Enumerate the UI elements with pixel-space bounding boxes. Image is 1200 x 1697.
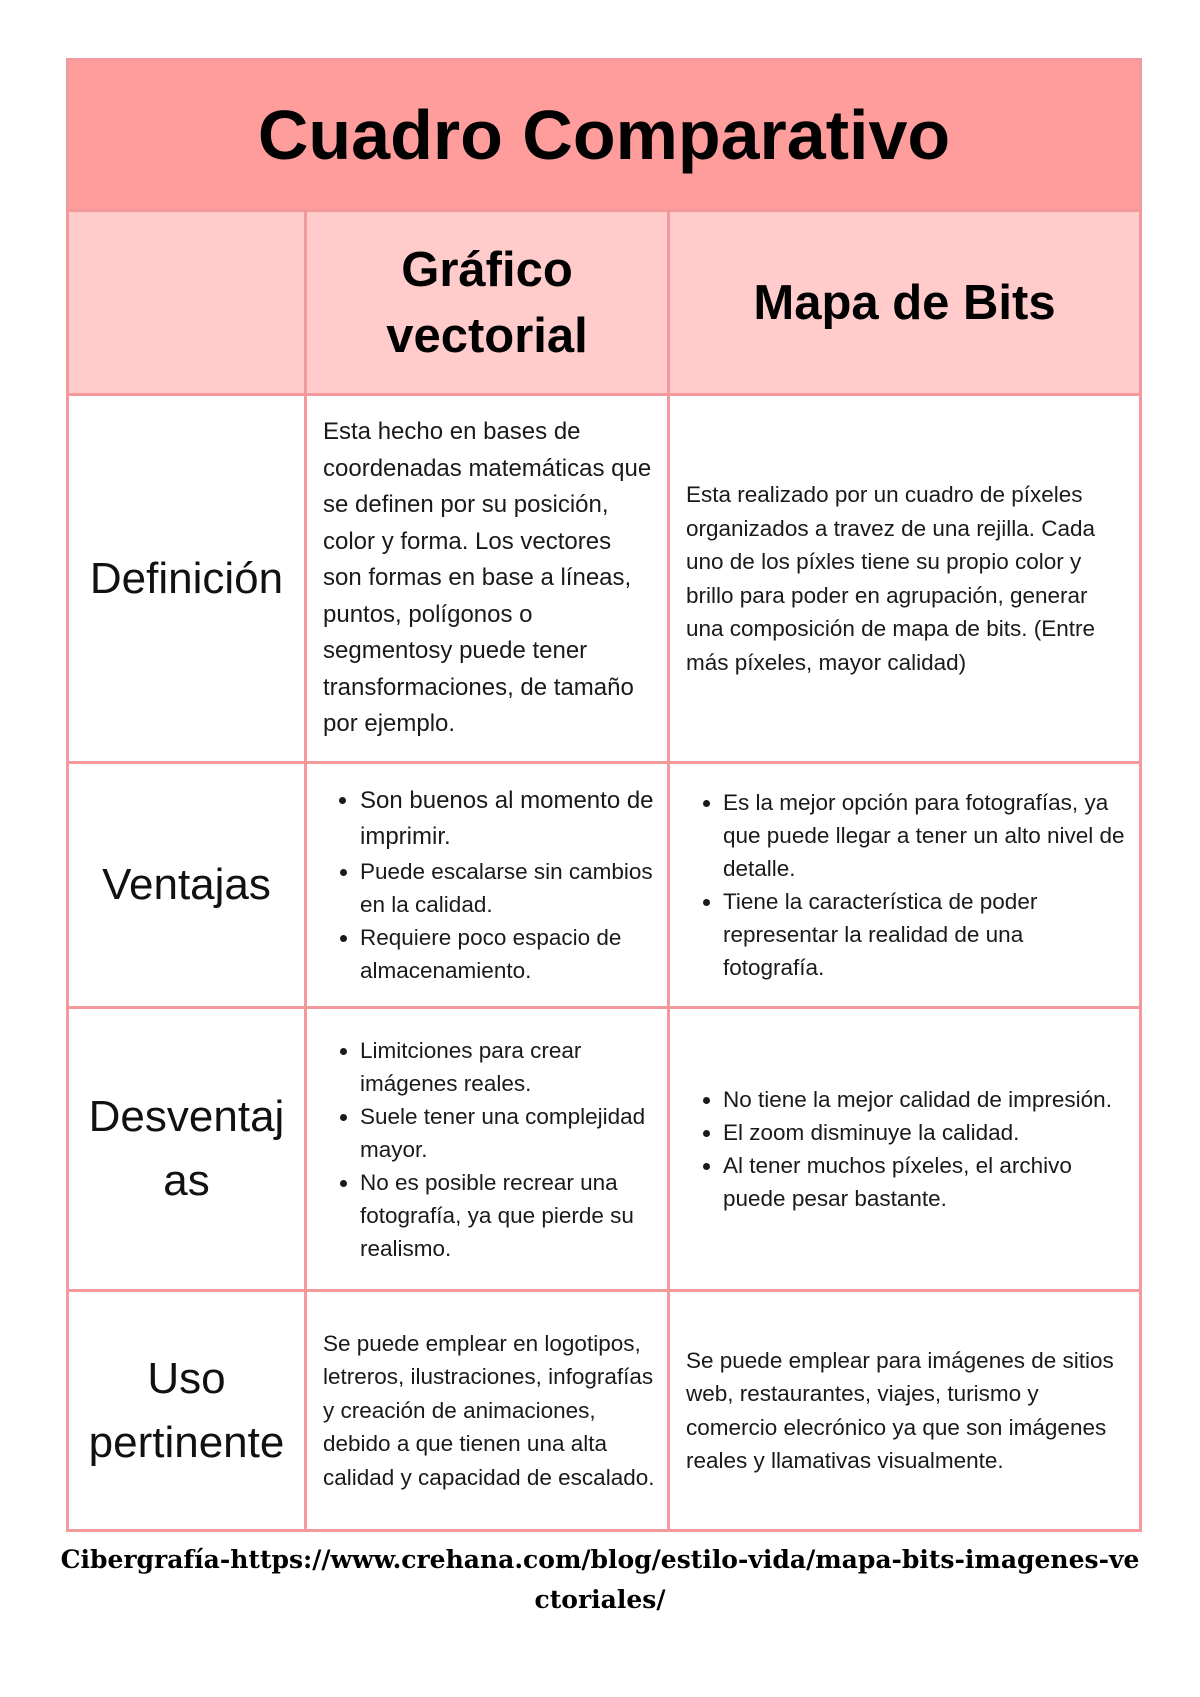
- list-item: • Tiene la característica de poder representar la realidad de una fotografía.: [723, 885, 1128, 984]
- list-ventajas-vectorial: [308, 783, 666, 987]
- list-item: • El zoom disminuye la calidad.: [723, 1116, 1128, 1149]
- cell-definicion-bits: Esta realizado por un cuadro de píxeles organizados a travez de una rejilla. Cada uno de los píxles tiene su propio color y brillo para poder en agrupación, generar una composición de mapa de bits. (Entre más píxeles, mayor calidad): [669, 395, 1141, 763]
- row-label-definicion: Definición: [68, 395, 306, 763]
- list-item: • Limitciones para crear imágenes reales.: [360, 1034, 656, 1100]
- list-item: • Es la mejor opción para fotografías, ya que puede llegar a tener un alto nivel de detalle.: [723, 786, 1128, 885]
- header-vectorial: [306, 211, 669, 395]
- list-ventajas-bits: [671, 786, 1138, 984]
- page-title: Cuadro Comparativo: [68, 60, 1141, 211]
- comparison-table: [66, 58, 1142, 1532]
- list-desventajas-bits: [671, 1083, 1138, 1215]
- cell-desventajas-bits: [669, 1008, 1141, 1291]
- table-row-uso: [68, 1291, 1141, 1531]
- header-empty-cell: [68, 211, 306, 395]
- cell-definicion-vectorial: Esta hecho en bases de coordenadas matemáticas que se definen por su posición, color y forma. Los vectores son formas en base a líneas, puntos, polígonos o segmentosy puede tener transformaciones, de tamaño por ejemplo.: [306, 395, 669, 763]
- table-row-desventajas: [68, 1008, 1141, 1291]
- list-item: • Suele tener una complejidad mayor.: [360, 1100, 656, 1166]
- cell-uso-vectorial: Se puede emplear en logotipos, letreros, ilustraciones, infografías y creación de animaciones, debido a que tienen una alta calidad y capacidad de escalado.: [306, 1291, 669, 1531]
- row-label-ventajas: Ventajas: [68, 763, 306, 1008]
- table-row-ventajas: [68, 763, 1141, 1008]
- list-item: • Requiere poco espacio de almacenamiento.: [360, 921, 656, 987]
- table-row-definicion: [68, 395, 1141, 763]
- list-item: • Puede escalarse sin cambios en la calidad.: [360, 855, 656, 921]
- header-bits: Mapa de Bits: [669, 211, 1141, 395]
- header-row: [68, 211, 1141, 395]
- cell-desventajas-vectorial: [306, 1008, 669, 1291]
- row-label-desventajas-text: Desventajas: [88, 1092, 285, 1205]
- list-item: • No tiene la mejor calidad de impresión.: [723, 1083, 1128, 1116]
- source-footer: Cibergrafía-https://www.crehana.com/blog/estilo-vida/mapa-bits-imagenes-vectoriales/: [60, 1545, 1140, 1614]
- title-row: [68, 60, 1141, 211]
- cell-ventajas-vectorial: [306, 763, 669, 1008]
- list-item: • Son buenos al momento de imprimir.: [360, 783, 656, 855]
- header-vectorial-label: Gráfico vectorial: [386, 242, 588, 363]
- list-item: • No es posible recrear una fotografía, ya que pierde su realismo.: [360, 1166, 656, 1265]
- row-label-uso: Uso pertinente: [68, 1291, 306, 1531]
- cell-uso-bits: Se puede emplear para imágenes de sitios web, restaurantes, viajes, turismo y comercio elecrónico ya que son imágenes reales y llamativas visualmente.: [669, 1291, 1141, 1531]
- list-desventajas-vectorial: [308, 1034, 666, 1265]
- row-label-desventajas: [68, 1008, 306, 1291]
- list-item: • Al tener muchos píxeles, el archivo puede pesar bastante.: [723, 1149, 1128, 1215]
- cell-ventajas-bits: [669, 763, 1141, 1008]
